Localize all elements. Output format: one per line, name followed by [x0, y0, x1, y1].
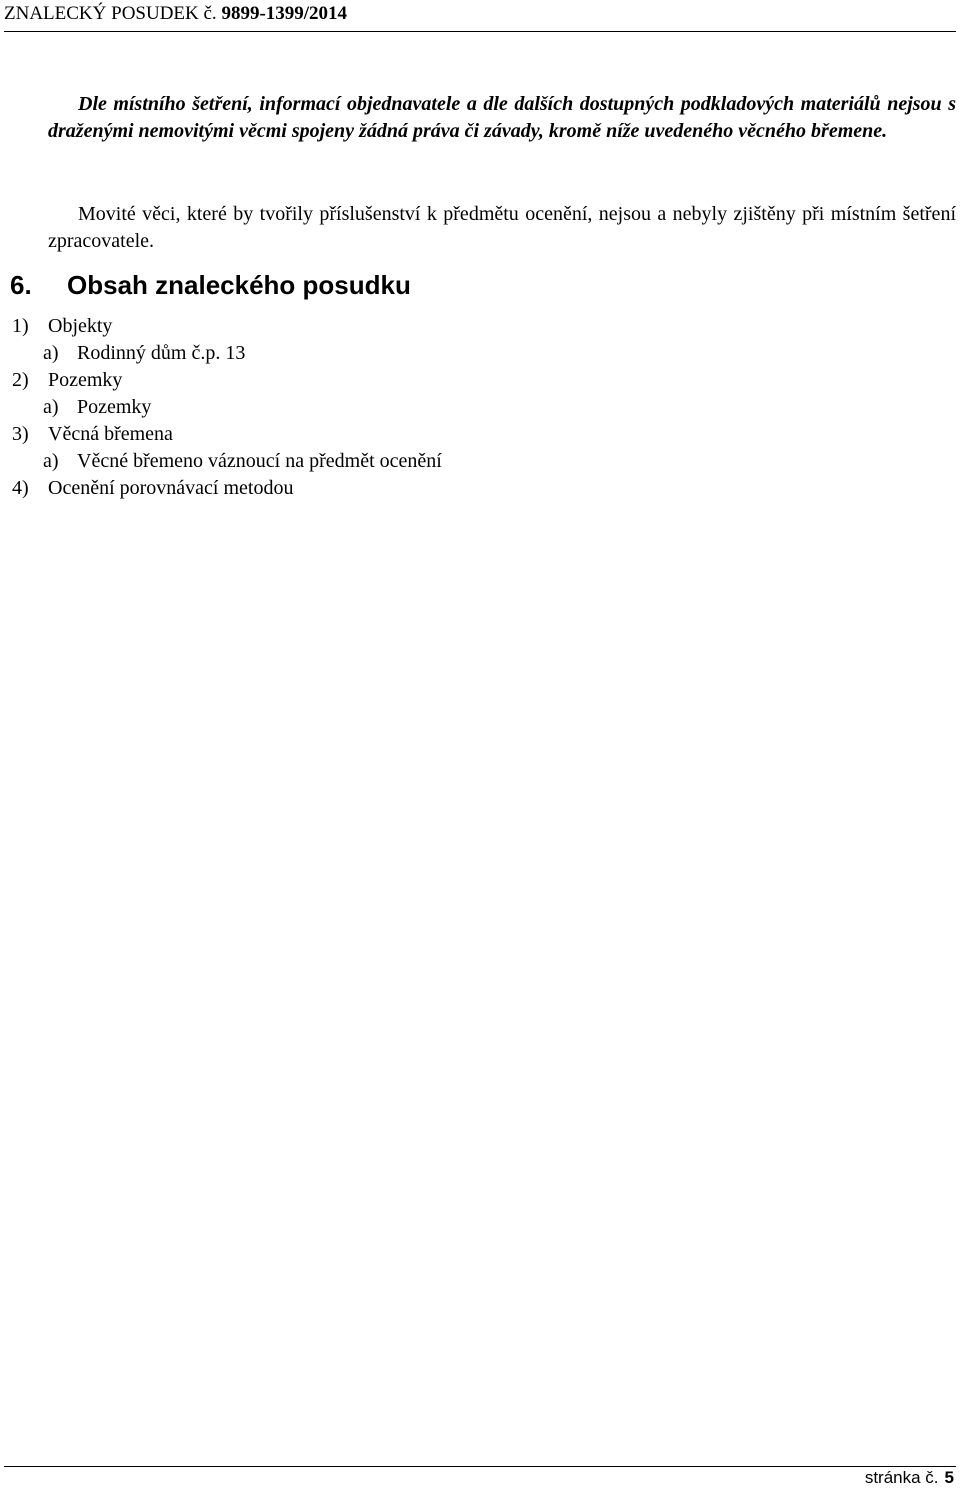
document-header [4, 4, 347, 24]
movable-property-paragraph: Movité věci, které by tvořily příslušenství k předmětu ocenění, nejsou a nebyly zjištěny při místním šetření zpracovatele. [48, 203, 956, 252]
list-item [12, 340, 442, 367]
list-item [12, 313, 442, 340]
page-footer [865, 1468, 954, 1488]
list-item-marker: 1) [12, 315, 29, 337]
contents-list [12, 313, 442, 502]
list-item-marker: a) [43, 342, 59, 364]
list-item [12, 421, 442, 448]
rights-and-encumbrances-paragraph: Dle místního šetření, informací objednavatele a dle dalších dostupných podkladových materiálů nejsou s draženými nemovitými věcmi spojeny žádná práva či závady, kromě níže uvedeného věcného břemene. [48, 93, 956, 142]
list-item-marker: 3) [12, 423, 29, 445]
list-item-text: Věcné břemeno váznoucí na předmět ocenění [77, 450, 442, 472]
page-label: stránka č. [864, 1468, 939, 1487]
list-item-marker: 2) [12, 369, 29, 391]
list-item [12, 448, 442, 475]
list-item-marker: a) [43, 396, 59, 418]
section-number: 6. [10, 270, 32, 300]
header-document-number: 9899-1399/2014 [221, 3, 348, 24]
list-item-text: Ocenění porovnávací metodou [48, 477, 294, 499]
header-title: ZNALECKÝ POSUDEK č. [4, 3, 217, 24]
list-item-text: Pozemky [48, 369, 123, 391]
footer-divider [4, 1466, 956, 1467]
list-item [12, 394, 442, 421]
section-title: Obsah znaleckého posudku [67, 270, 411, 300]
list-item-text: Věcná břemena [48, 423, 173, 445]
list-item-marker: 4) [12, 477, 29, 499]
list-item-text: Pozemky [77, 396, 152, 418]
page-number: 5 [944, 1468, 954, 1487]
list-item-marker: a) [43, 450, 59, 472]
list-item-text: Objekty [48, 315, 113, 337]
header-divider [4, 31, 956, 32]
list-item-text: Rodinný dům č.p. 13 [77, 342, 246, 364]
section-heading [10, 268, 411, 302]
list-item [12, 475, 442, 502]
list-item [12, 367, 442, 394]
